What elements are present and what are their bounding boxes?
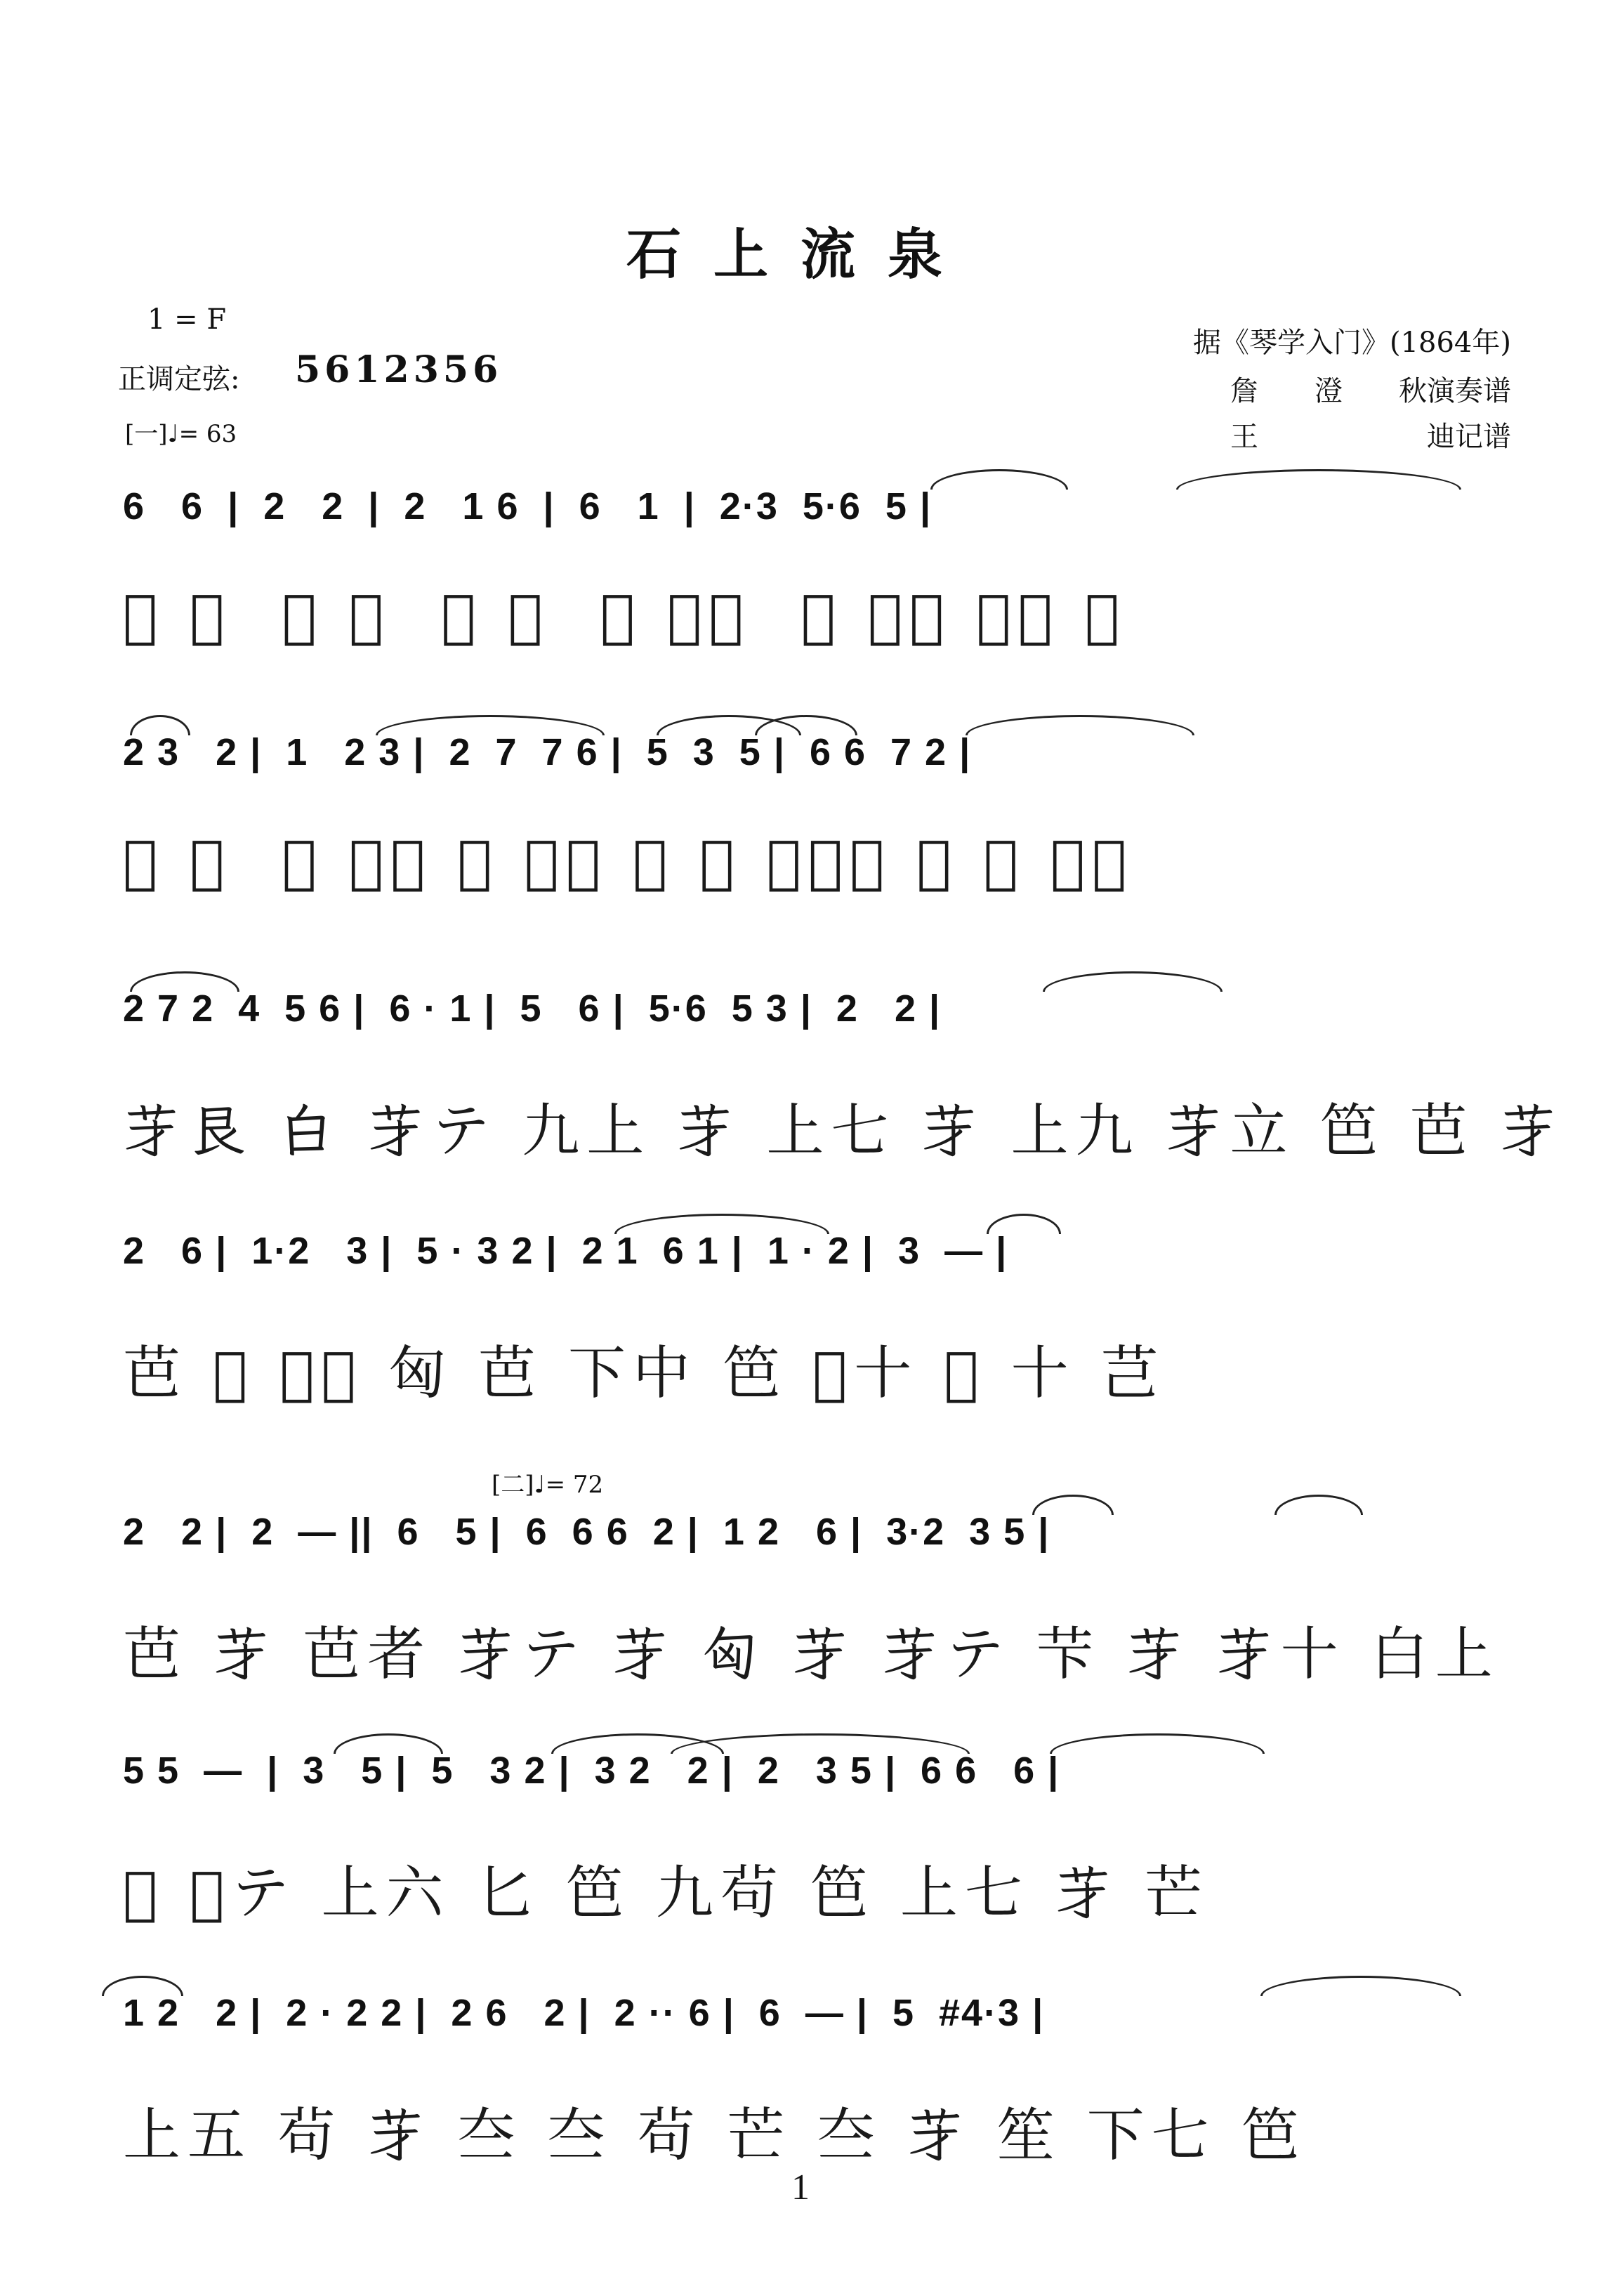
key-signature: 1 = F [147, 303, 227, 336]
tuning-label: 正调定弦: [118, 363, 240, 395]
jianpu-line: 5 5 — | 3 5 | 5 3 2 | 3 2 2 | 2 3 5 | 6 6 6 | [123, 1750, 1060, 1792]
slur [614, 1214, 829, 1234]
jianzipu-line: 𦬁艮 白 𦬁テ 九上 𦬁 上七 𦬁 上九 𦬁立 笆 芭 𦬁 [123, 1098, 1564, 1165]
slur [334, 1733, 443, 1754]
jianzipu-line: 𦫵 茍 䓎 上七 芭 下九 笆 𦬁 艮十八 白 莶 上七 [123, 829, 1134, 896]
jianpu-line: 2 6 | 1·2 3 | 5 · 3 2 | 2 1 6 1 | 1 · 2 | 3 — | [123, 1230, 1008, 1272]
source-credit: 据《琴学入门》(1864年) [1192, 327, 1511, 359]
slur [1274, 1495, 1363, 1515]
performer-credit: 詹 澄 秋演奏谱 [1230, 375, 1511, 407]
slur [1043, 971, 1223, 992]
jianpu-line: 2 2 | 2 — || 6 5 | 6 6 6 2 | 1 2 6 | 3·2 3 5 | [123, 1511, 1050, 1553]
slur [1176, 469, 1461, 490]
section2-tempo-mark: [二]♩= 72 [492, 1471, 604, 1499]
jianzipu-line: 𦬀 𦬁 巴 𦬁 芭 𠃢 𦬀 上十 𦬁 上六 上七 白 [123, 583, 1127, 650]
jianpu-line: 1 2 2 | 2 · 2 2 | 2 6 2 | 2 ·· 6 | 6 — | 5 #4·3 | [123, 1992, 1045, 2034]
page-title: 石上流泉 [626, 223, 975, 287]
jianzipu-line: 芭 𦬁 芭者 𦬁テ 𦬁 匈 𦬁 𦬁テ 芐 𦬁 𦬁十 白上 [123, 1621, 1500, 1688]
slur [966, 715, 1194, 735]
slur [102, 1976, 183, 1996]
slur [930, 469, 1068, 490]
jianpu-line: 2 7 2 4 5 6 | 6 · 1 | 5 6 | 5·6 5 3 | 2 2 | [123, 988, 942, 1030]
jianpu-line: 6 6 | 2 2 | 2 1 6 | 6 1 | 2·3 5·6 5 | [123, 485, 933, 527]
page-number: 1 [791, 2167, 810, 2208]
section1-tempo-mark: [一]♩= 63 [125, 420, 237, 448]
slur [1032, 1495, 1114, 1515]
tuning-notes: 5612356 [295, 348, 503, 391]
slur [671, 1733, 970, 1754]
slur [1050, 1733, 1265, 1754]
jianpu-line: 2 3 2 | 1 2 3 | 2 7 7 6 | 5 3 5 | 6 6 7 2 | [123, 731, 972, 773]
transcriber-credit: 王 迪记谱 [1230, 421, 1511, 453]
jianzipu-line: 𦫵 𦬁テ 上六 匕 笆 九茍 笆 上七 𦬁 芒 [123, 1860, 1210, 1927]
slur [130, 715, 190, 735]
jianzipu-line: 芭 𦬀 𦬁𦬁 匈 芭 下中 笆 𦬀十 𦬁 十 芑 [123, 1340, 1166, 1407]
slur [130, 971, 239, 992]
slur [376, 715, 605, 735]
slur [1260, 1976, 1461, 1996]
jianzipu-line: 上五 茍 𦬁 夳 夳 茍 芒 夳 𦬁 笙 下七 笆 [123, 2102, 1306, 2169]
slur [987, 1214, 1061, 1234]
